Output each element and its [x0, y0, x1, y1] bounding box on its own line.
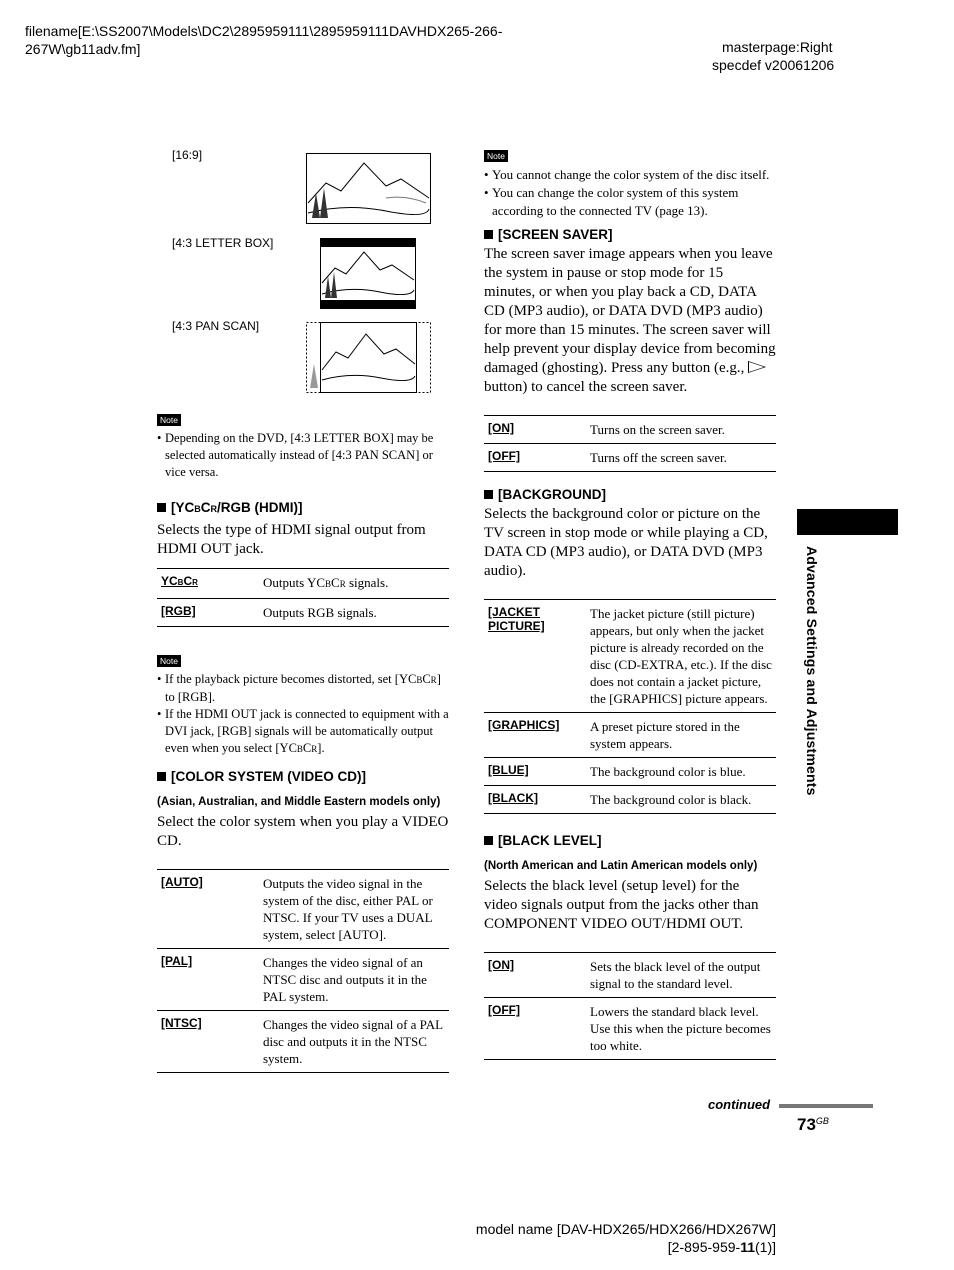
note-2-item: • If the playback picture becomes distorted, set [YCBCR] to [RGB]. — [157, 671, 449, 706]
screen-saver-heading: [SCREEN SAVER] — [484, 226, 776, 243]
side-tab-marker — [797, 509, 898, 535]
image-label-16-9: [16:9] — [172, 148, 203, 162]
table-row — [157, 569, 449, 599]
continued-label: continued — [708, 1097, 771, 1112]
option-value: Outputs the video signal in the system of the disc, either PAL or NTSC. If your TV uses a DUAL system, select [AUTO]. — [259, 870, 449, 949]
option-key: [OFF] — [484, 444, 586, 472]
note-badge: Note — [484, 150, 508, 162]
black-level-heading: [BLACK LEVEL] — [484, 832, 776, 849]
black-level-body: Selects the black level (setup level) for the video signals output from the jacks other than COMPONENT VIDEO OUT/HDMI OUT. — [484, 878, 759, 932]
option-key: [RGB] — [157, 599, 259, 627]
option-key: [ON] — [484, 416, 586, 444]
model-footer: model name [DAV-HDX265/HDX266/HDX267W] [2-895-959-11(1)] — [475, 1221, 776, 1255]
option-value: Turns on the screen saver. — [586, 416, 776, 444]
option-value: Changes the video signal of an NTSC disc and outputs it in the PAL system. — [259, 949, 449, 1011]
option-key: [BLACK] — [484, 786, 586, 814]
color-system-subheading: (Asian, Australian, and Middle Eastern models only) — [157, 796, 441, 808]
option-key: [ON] — [484, 953, 586, 998]
image-label-panscan: [4:3 PAN SCAN] — [172, 319, 260, 333]
screen-saver-options-table — [484, 415, 776, 472]
table-row — [157, 870, 449, 949]
tv-panscan-image — [306, 322, 431, 393]
option-value: The jacket picture (still picture) appears, but only when the jacket picture is already recorded on the disc (CD-EXTRA, etc.). If the disc does not contain a jacket picture, the [GRAPHICS] picture appears. — [586, 600, 776, 713]
option-key: [AUTO] — [157, 870, 259, 949]
masterpage-header: masterpage:Right specdef v20061206 — [712, 39, 835, 73]
bullet-square-icon — [157, 503, 166, 512]
color-system-options-table — [157, 869, 449, 1073]
side-tab-label: Advanced Settings and Adjustments — [804, 546, 820, 796]
image-label-letterbox: [4:3 LETTER BOX] — [172, 236, 274, 250]
play-button-icon — [748, 361, 766, 373]
option-key: [OFF] — [484, 998, 586, 1060]
table-row — [157, 1011, 449, 1073]
note-badge: Note — [157, 414, 181, 426]
note-2 — [157, 671, 449, 758]
tv-16-9-image — [306, 153, 431, 224]
note-1 — [157, 430, 449, 481]
background-heading: [BACKGROUND] — [484, 486, 776, 503]
black-level-options-table — [484, 952, 776, 1060]
right-note-item: • You cannot change the color system of the disc itself. — [484, 166, 776, 184]
bullet-square-icon — [157, 772, 166, 781]
option-value: Changes the video signal of a PAL disc and outputs it in the NTSC system. — [259, 1011, 449, 1073]
option-value: Lowers the standard black level. Use this when the picture becomes too white. — [586, 998, 776, 1060]
option-key: [JACKET PICTURE] — [484, 600, 586, 713]
table-row — [484, 786, 776, 814]
table-row — [157, 949, 449, 1011]
option-value: Turns off the screen saver. — [586, 444, 776, 472]
ycbcr-options-table — [157, 568, 449, 627]
ycbcr-heading: [YCBCR/RGB (HDMI)] — [157, 499, 449, 518]
background-body: Selects the background color or picture on the TV screen in stop mode or while playing a CD, DATA CD (MP3 audio), or DATA DVD (MP3 audio). — [484, 506, 768, 579]
option-value: Sets the black level of the output signal to the standard level. — [586, 953, 776, 998]
ycbcr-body: Selects the type of HDMI signal output from HDMI OUT jack. — [157, 522, 426, 557]
right-note — [484, 166, 776, 220]
bullet-square-icon — [484, 836, 493, 845]
option-value: Outputs RGB signals. — [259, 599, 449, 627]
note-2-item: • If the HDMI OUT jack is connected to equipment with a DVI jack, [RGB] signals will be automatically output even when you select [YCBCR]. — [157, 706, 449, 758]
table-row — [484, 998, 776, 1060]
option-value: A preset picture stored in the system appears. — [586, 713, 776, 758]
background-options-table — [484, 599, 776, 814]
option-value: The background color is black. — [586, 786, 776, 814]
black-level-subheading: (North American and Latin American models only) — [484, 860, 758, 872]
color-system-heading: [COLOR SYSTEM (VIDEO CD)] — [157, 768, 449, 785]
option-value: The background color is blue. — [586, 758, 776, 786]
table-row — [484, 713, 776, 758]
right-column — [484, 146, 776, 1060]
option-key: YCBCR — [157, 569, 259, 599]
table-row — [484, 444, 776, 472]
page-number: $73^{GB}$ — [797, 1115, 829, 1134]
table-row — [157, 599, 449, 627]
screen-saver-body: The screen saver image appears when you leave the system in pause or stop mode for 15 minutes, or when you play back a CD, DATA CD (MP3 audio), or DATA DVD (MP3 audio) for more than 15 minutes. The screen saver will help prevent your display device from becoming damaged (ghosting). Press any button (e.g., button) to cancel the screen saver. — [484, 246, 776, 395]
left-column — [157, 410, 449, 1073]
table-row — [484, 953, 776, 998]
option-key: [BLUE] — [484, 758, 586, 786]
option-key: [PAL] — [157, 949, 259, 1011]
note-badge: Note — [157, 655, 181, 667]
option-key: [NTSC] — [157, 1011, 259, 1073]
option-value: Outputs YCBCR signals. — [259, 569, 449, 599]
color-system-body: Select the color system when you play a VIDEO CD. — [157, 814, 449, 849]
option-key: [GRAPHICS] — [484, 713, 586, 758]
bullet-square-icon — [484, 230, 493, 239]
table-row — [484, 416, 776, 444]
right-note-item: • You can change the color system of this system according to the connected TV (page 13). — [484, 184, 776, 220]
bullet-square-icon — [484, 490, 493, 499]
continued-bar — [779, 1104, 873, 1108]
tv-letterbox-image — [320, 238, 416, 309]
note-1-item: • Depending on the DVD, [4:3 LETTER BOX] may be selected automatically instead of [4:3 PAN SCAN] or vice versa. — [157, 430, 449, 481]
table-row — [484, 600, 776, 713]
filename-header: filename[E:\SS2007\Models\DC2\2895959111\2895959111DAVHDX265-266- 267W\gb11adv.fm] — [25, 23, 503, 57]
table-row — [484, 758, 776, 786]
